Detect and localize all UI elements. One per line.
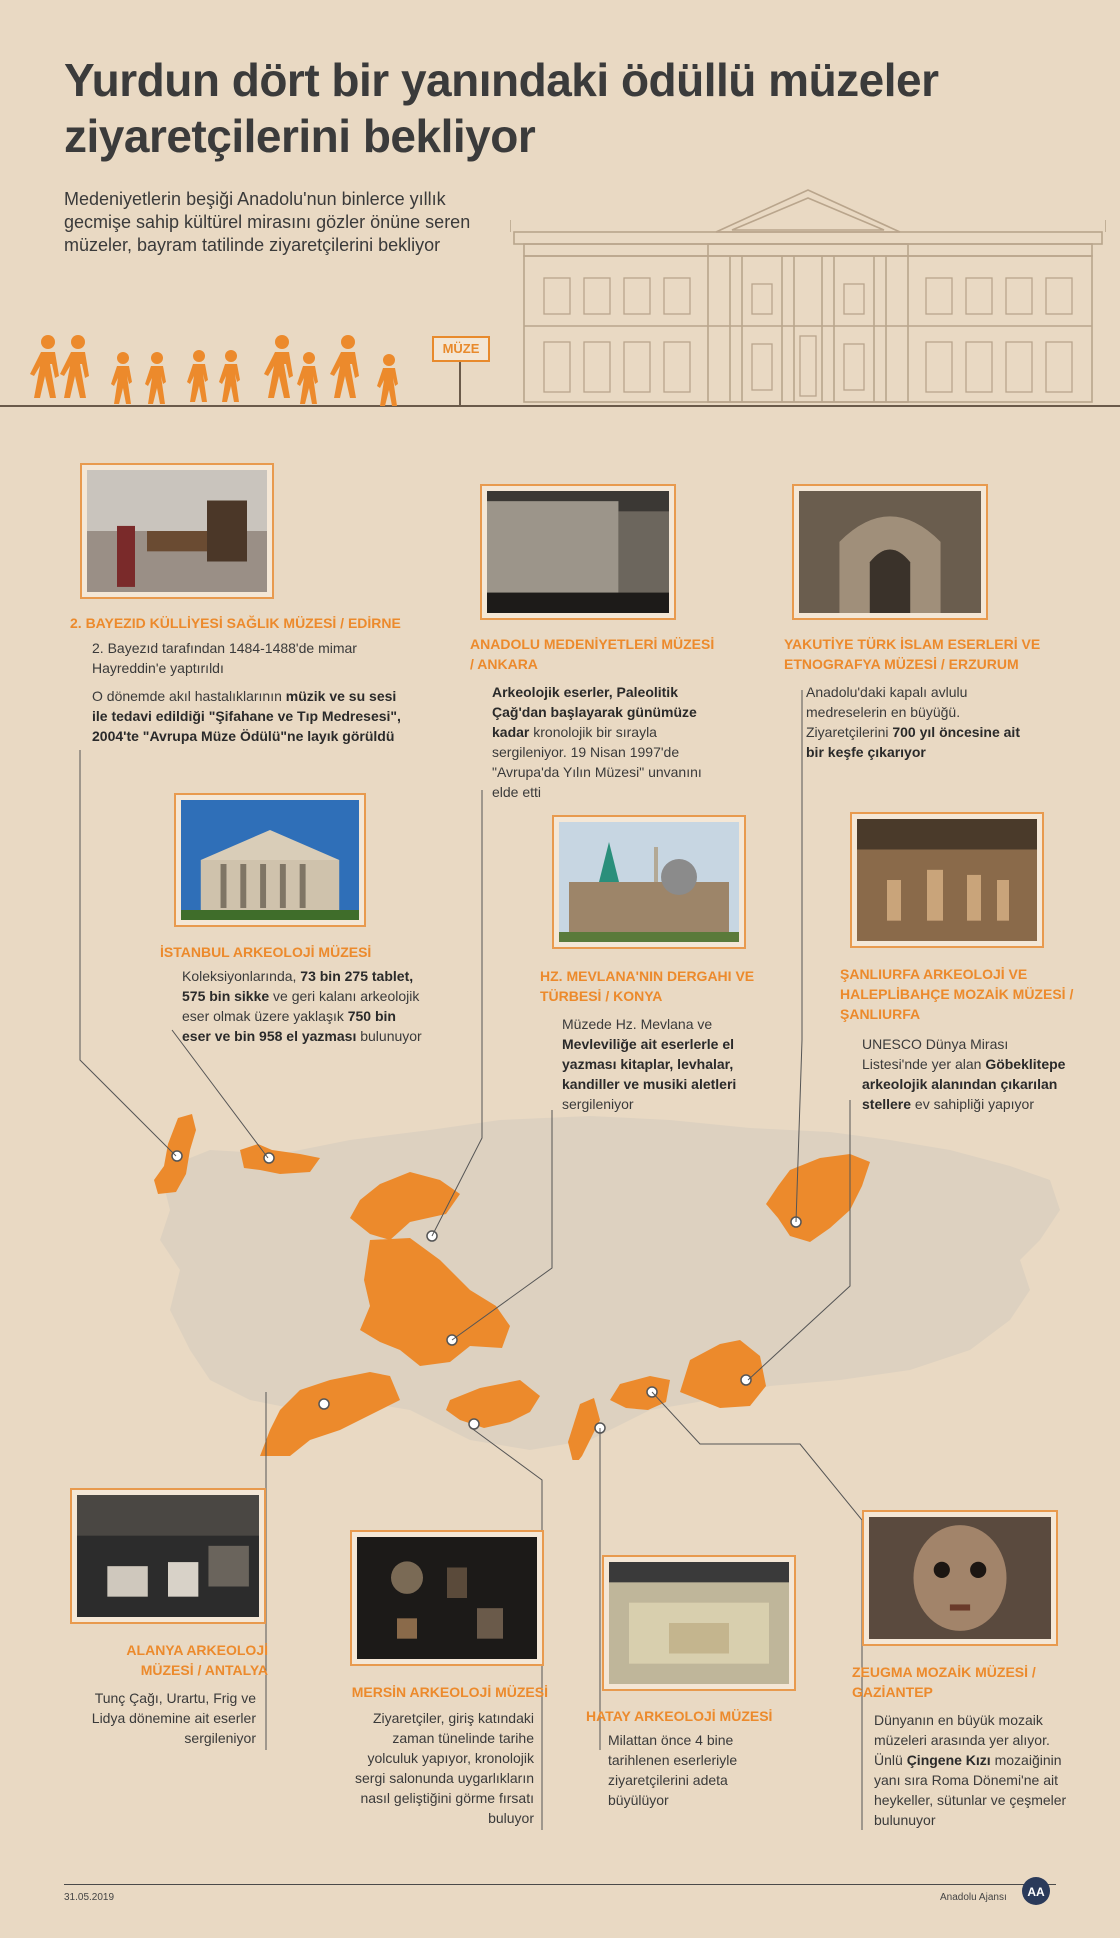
walking-family-icon (30, 334, 420, 406)
footer-date: 31.05.2019 (64, 1892, 115, 1903)
title-konya: HZ. MEVLANA'NIN DERGAHI VE TÜRBESİ / KONYA (540, 968, 755, 1004)
title-mersin: MERSİN ARKEOLOJİ MÜZESİ (351, 1684, 548, 1700)
photo-ankara (480, 484, 676, 620)
desc-konya: Müzede Hz. Mevlana ve Mevleviliğe ait eserlerle el yazması kitaplar, levhalar, kandiller ve musiki aletleri sergileniyor (562, 1016, 737, 1112)
title-istanbul: İSTANBUL ARKEOLOJİ MÜZESİ (160, 944, 372, 960)
photo-istanbul (174, 793, 366, 927)
footer-divider (64, 1884, 1056, 1885)
aa-logo-icon (1018, 1876, 1054, 1906)
desc-hatay: Milattan önce 4 bine tarihlenen eserleriyle ziyaretçilerini adeta büyülüyor (608, 1732, 738, 1808)
desc-istanbul: Koleksiyonlarında, 73 bin 275 tablet, 575 bin sikke ve geri kalanı arkeolojik eser olmak üzere yaklaşık 750 bin eser ve bin 958 el yazması bulunuyor (182, 968, 422, 1044)
photo-edirne (80, 463, 274, 599)
desc-ankara: Arkeolojik eserler, Paleolitik Çağ'dan başlayarak günümüze kadar kronolojik bir sırayla sergileniyor. 19 Nisan 1997'de "Avrupa'da Yılın Müzesi" unvanını elde etti (492, 684, 702, 800)
photo-antalya (70, 1488, 266, 1624)
museum-sign: MÜZE (432, 336, 490, 362)
title-hatay: HATAY ARKEOLOJİ MÜZESİ (586, 1708, 773, 1724)
photo-mersin (350, 1530, 544, 1666)
title-erzurum: YAKUTİYE TÜRK İSLAM ESERLERİ VE ETNOGRAFYA MÜZESİ / ERZURUM (784, 636, 1041, 672)
desc-erzurum: Anadolu'daki kapalı avlulu medreselerin en büyüğü. Ziyaretçilerini 700 yıl öncesine ait bir keşfe çıkarıyor (806, 684, 1020, 760)
title-gaziantep: ZEUGMA MOZAİK MÜZESİ / GAZİANTEP (852, 1664, 1036, 1700)
desc-antalya: Tunç Çağı, Urartu, Frig ve Lidya dönemine ait eserler sergileniyor (91, 1690, 256, 1746)
desc-edirne-1: 2. Bayezıd tarafından 1484-1488'de mimar Hayreddin'e yaptırıldı (92, 640, 357, 676)
footer-agency: Anadolu Ajansı (940, 1892, 1007, 1903)
title-ankara: ANADOLU MEDENİYETLERİ MÜZESİ / ANKARA (470, 636, 715, 672)
photo-erzurum (792, 484, 988, 620)
page-title: Yurdun dört bir yanındaki ödüllü müzeler ziyaretçilerini bekliyor (64, 54, 939, 162)
sign-post (459, 362, 461, 406)
intro-text: Medeniyetlerin beşiği Anadolu'nun binlerce yıllık gecmişe sahip kültürel mirasını gözler önüne seren müzeler, bayram tatilinde ziyaretçilerini bekliyor (64, 189, 471, 255)
desc-mersin: Ziyaretçiler, giriş katındaki zaman tünelinde tarihe yolculuk yapıyor, kronolojik sergi salonunda uygarlıkların nasıl geliştiğini görme fırsatı buluyor (355, 1710, 534, 1826)
title-sanliurfa: ŞANLIURFA ARKEOLOJİ VE HALEPLİBAHÇE MOZAİK MÜZESİ / ŞANLIURFA (840, 966, 1074, 1022)
title-antalya: ALANYA ARKEOLOJİ MÜZESİ / ANTALYA (126, 1642, 268, 1678)
photo-sanliurfa (850, 812, 1044, 948)
photo-hatay (602, 1555, 796, 1691)
photo-gaziantep (862, 1510, 1058, 1646)
desc-sanliurfa: UNESCO Dünya Mirası Listesi'nde yer alan Göbeklitepe arkeolojik alanından çıkarılan stellere ev sahipliği yapıyor (862, 1036, 1066, 1112)
title-edirne: 2. BAYEZID KÜLLİYESİ SAĞLIK MÜZESİ / EDİRNE (70, 615, 401, 631)
desc-edirne-2: O dönemde akıl hastalıklarının müzik ve su sesi ile tedavi edildiği "Şifahane ve Tıp Medresesi", 2004'te "Avrupa Müze Ödülü"ne layık görüldü (92, 688, 401, 744)
desc-gaziantep: Dünyanın en büyük mozaik müzeleri arasında yer alıyor. Ünlü Çingene Kızı mozaiğinin yanı sıra Roma Dönemi'ne ait heykeller, sütunlar ve çeşmeler bulunuyor (874, 1712, 1067, 1828)
museum-building-icon (510, 186, 1106, 406)
photo-konya (552, 815, 746, 949)
turkey-map-icon (150, 1110, 1070, 1460)
aa-logo-text: AA (1027, 1885, 1045, 1899)
